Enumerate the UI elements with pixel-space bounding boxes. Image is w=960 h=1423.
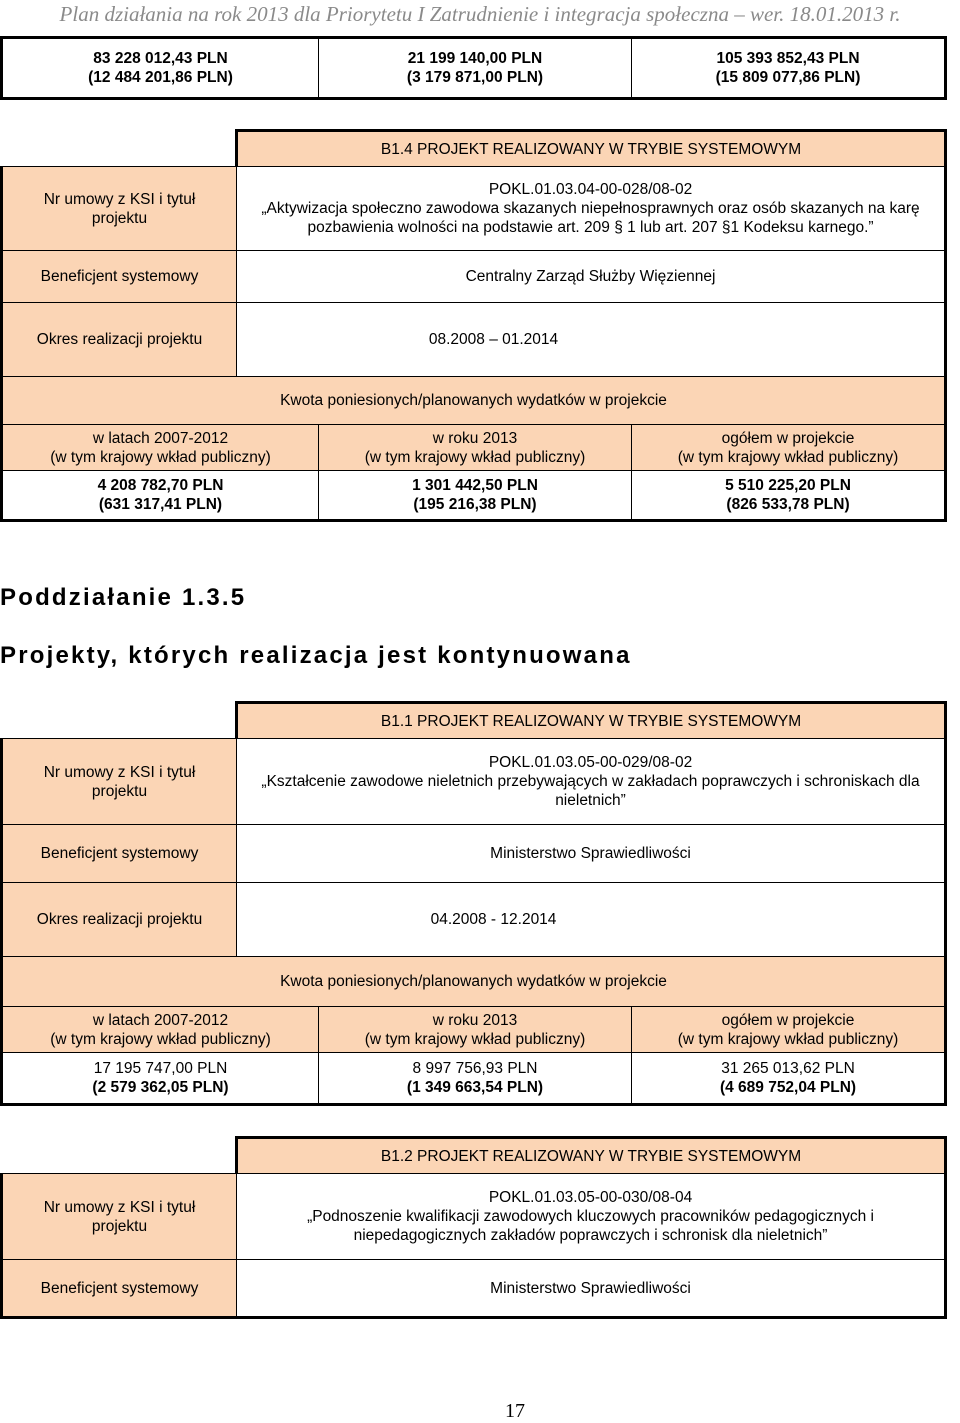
value-2013 (319, 1053, 632, 1105)
contract-title: „Aktywizacja społeczno zawodowa skazanych niepełnosprawnych oraz osób skazanych na karę pozbawienia wolności na podstawie art. 209 § 1 lub art. 207 §1 Kodeksu karnego.” (261, 200, 920, 236)
project-title: B1.1 PROJEKT REALIZOWANY W TRYBIE SYSTEMOWYM (237, 703, 946, 739)
public-amount: (826 533,78 PLN) (726, 496, 850, 513)
col-sub: (w tym krajowy wkład publiczny) (50, 1030, 271, 1048)
col-label: w latach 2007-2012 (92, 429, 229, 447)
col-label: ogółem w projekcie (721, 1011, 855, 1029)
contract-label: Nr umowy z KSI i tytuł projektu (2, 739, 237, 825)
value-total (632, 471, 946, 521)
amount: 31 265 013,62 PLN (721, 1060, 855, 1077)
contract-cell (237, 167, 946, 251)
project-table-b1-4 (0, 129, 947, 522)
amount-label: Kwota poniesionych/planowanych wydatków w projekcie (2, 957, 946, 1007)
public-amount: (1 349 663,54 PLN) (406, 1079, 544, 1096)
amount: 8 997 756,93 PLN (412, 1060, 538, 1077)
beneficiary-value: Ministerstwo Sprawiedliwości (237, 825, 946, 883)
project-title: B1.2 PROJEKT REALIZOWANY W TRYBIE SYSTEMOWYM (237, 1138, 946, 1174)
col-label-total (632, 1007, 946, 1053)
period-label: Okres realizacji projektu (2, 303, 237, 377)
public-amount: (15 809 077,86 PLN) (715, 69, 861, 86)
beneficiary-value: Centralny Zarząd Służby Więziennej (237, 251, 946, 303)
public-amount: (195 216,38 PLN) (413, 496, 537, 513)
col-label: w latach 2007-2012 (92, 1011, 229, 1029)
col-label-2013 (319, 425, 632, 471)
section-heading: Projekty, których realizacja jest kontynuowana (0, 642, 632, 669)
col-sub: (w tym krajowy wkład publiczny) (677, 448, 899, 466)
col-label-total (632, 425, 946, 471)
value-total (632, 1053, 946, 1105)
public-amount: (3 179 871,00 PLN) (406, 69, 544, 86)
page-header: Plan działania na rok 2013 dla Priorytetu I Zatrudnienie i integracja społeczna – wer. 18.01.2013 r. (59, 2, 901, 26)
col-sub: (w tym krajowy wkład publiczny) (364, 448, 586, 466)
total-overall-cell (632, 38, 946, 99)
contract-title: „Podnoszenie kwalifikacji zawodowych kluczowych pracowników pedagogicznych i niepedagogicznych zakładów poprawczych i schronisk dla nieletnich” (307, 1208, 874, 1244)
beneficiary-label: Beneficjent systemowy (2, 251, 237, 303)
public-amount: (4 689 752,04 PLN) (719, 1079, 857, 1096)
page-number: 17 (505, 1400, 525, 1422)
period-label: Okres realizacji projektu (2, 883, 237, 957)
contract-cell (237, 739, 946, 825)
contract-cell (237, 1174, 946, 1260)
period-value: 08.2008 – 01.2014 (237, 303, 946, 377)
contract-code: POKL.01.03.04-00-028/08-02 (488, 181, 693, 198)
subsection-heading: Poddziałanie 1.3.5 (0, 584, 247, 611)
public-amount: (2 579 362,05 PLN) (92, 1079, 229, 1096)
amount: 83 228 012,43 PLN (93, 50, 228, 67)
contract-code: POKL.01.03.05-00-030/08-04 (488, 1189, 693, 1206)
contract-label: Nr umowy z KSI i tytuł projektu (2, 167, 237, 251)
total-2013-cell (319, 38, 632, 99)
project-table-b1-1 (0, 701, 947, 1106)
col-sub: (w tym krajowy wkład publiczny) (50, 448, 271, 466)
period-value: 04.2008 - 12.2014 (237, 883, 946, 957)
col-sub: (w tym krajowy wkład publiczny) (677, 1030, 899, 1048)
amount: 17 195 747,00 PLN (93, 1060, 228, 1077)
contract-label: Nr umowy z KSI i tytuł projektu (2, 1174, 237, 1260)
amount: 21 199 140,00 PLN (407, 50, 543, 67)
continuation-table (0, 36, 947, 100)
public-amount: (631 317,41 PLN) (98, 496, 223, 513)
contract-code: POKL.01.03.05-00-029/08-02 (488, 754, 693, 771)
beneficiary-label: Beneficjent systemowy (2, 825, 237, 883)
amount-label: Kwota poniesionych/planowanych wydatków w projekcie (2, 377, 946, 425)
project-table-b1-2 (0, 1136, 947, 1319)
amount: 5 510 225,20 PLN (725, 477, 851, 494)
col-label: ogółem w projekcie (721, 429, 855, 447)
beneficiary-label: Beneficjent systemowy (2, 1260, 237, 1318)
value-2013 (319, 471, 632, 521)
col-label-2007-2012 (2, 425, 319, 471)
contract-title: „Kształcenie zawodowe nieletnich przebywających w zakładach poprawczych i schroniskach dla nieletnich” (261, 773, 920, 809)
amount: 1 301 442,50 PLN (412, 477, 538, 494)
total-2007-2012-cell (2, 38, 319, 99)
project-title: B1.4 PROJEKT REALIZOWANY W TRYBIE SYSTEMOWYM (237, 131, 946, 167)
value-2007-2012 (2, 1053, 319, 1105)
col-label-2007-2012 (2, 1007, 319, 1053)
col-sub: (w tym krajowy wkład publiczny) (364, 1030, 586, 1048)
amount: 4 208 782,70 PLN (97, 477, 224, 494)
col-label: w roku 2013 (432, 429, 518, 447)
value-2007-2012 (2, 471, 319, 521)
amount: 105 393 852,43 PLN (716, 50, 860, 67)
beneficiary-value: Ministerstwo Sprawiedliwości (237, 1260, 946, 1318)
col-label-2013 (319, 1007, 632, 1053)
public-amount: (12 484 201,86 PLN) (88, 69, 233, 86)
col-label: w roku 2013 (432, 1011, 518, 1029)
